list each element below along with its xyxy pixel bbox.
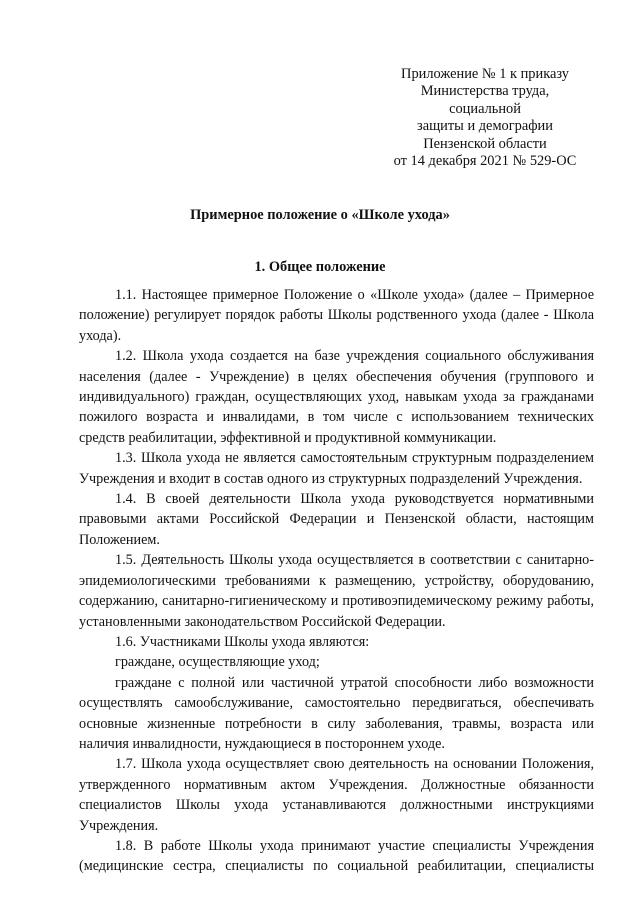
- section-body: [79, 285, 594, 877]
- appendix-reference: [380, 66, 590, 170]
- paragraph: 1.1. Настоящее примерное Положение о «Школе ухода» (далее – Примерное положение) регулирует порядок работы Школы родственного ухода (далее - Школа ухода).: [79, 287, 594, 344]
- appendix-line: Приложение № 1 к приказу: [401, 66, 569, 82]
- paragraph: 1.7. Школа ухода осуществляет свою деятельность на основании Положения, утвержденного нормативным актом Учреждения. Должностные обязанности специалистов Школы ухода устанавливаются должностными инструкциями Учреждения.: [79, 756, 594, 834]
- section-title: 1. Общее положение: [254, 259, 386, 275]
- paragraph: граждане с полной или частичной утратой способности либо возможности осуществлять самообслуживание, самостоятельно передвигаться, обеспечивать основные жизненные потребности в силу заболевания, травмы, возраста или наличия инвалидности, нуждающиеся в постороннем уходе.: [79, 674, 594, 752]
- paragraph: 1.3. Школа ухода не является самостоятельным структурным подразделением Учреждения и входит в состав одного из структурных подразделений Учреждения.: [79, 450, 594, 487]
- paragraph: 1.2. Школа ухода создается на базе учреждения социального обслуживания населения (далее - Учреждение) в целях обеспечения обучения (группового и индивидуального) граждан, осуществляющих уход, навыкам ухода за гражданами пожилого возраста и инвалидами, в том числе с использованием технических средств реабилитации, эффективной и продуктивной коммуникации.: [79, 348, 594, 446]
- paragraph: граждане, осуществляющие уход;: [115, 654, 320, 671]
- paragraph: 1.6. Участниками Школы ухода являются:: [115, 633, 370, 650]
- document-title: Примерное положение о «Школе ухода»: [190, 207, 450, 223]
- paragraph: 1.4. В своей деятельности Школа ухода руководствуется нормативными правовыми актами Российской Федерации и Пензенской области, настоящим Положением.: [79, 491, 594, 548]
- appendix-line: социальной: [449, 100, 521, 117]
- paragraph: 1.5. Деятельность Школы ухода осуществляется в соответствии с санитарно-эпидемиологическими требованиями к размещению, устройству, оборудованию, содержанию, санитарно-гигиеническому и противоэпидемическому режиму работы, установленными законодательством Российской Федерации.: [79, 552, 594, 630]
- appendix-line: защиты и демографии: [417, 118, 553, 135]
- paragraph: 1.8. В работе Школы ухода принимают участие специалисты Учреждения (медицинские сестра, специалисты по социальной реабилитации, специалисты: [79, 837, 594, 875]
- appendix-line: Пензенской области: [423, 135, 547, 152]
- appendix-line: Министерства труда,: [420, 83, 550, 100]
- appendix-line: от 14 декабря 2021 № 529-ОС: [393, 153, 577, 170]
